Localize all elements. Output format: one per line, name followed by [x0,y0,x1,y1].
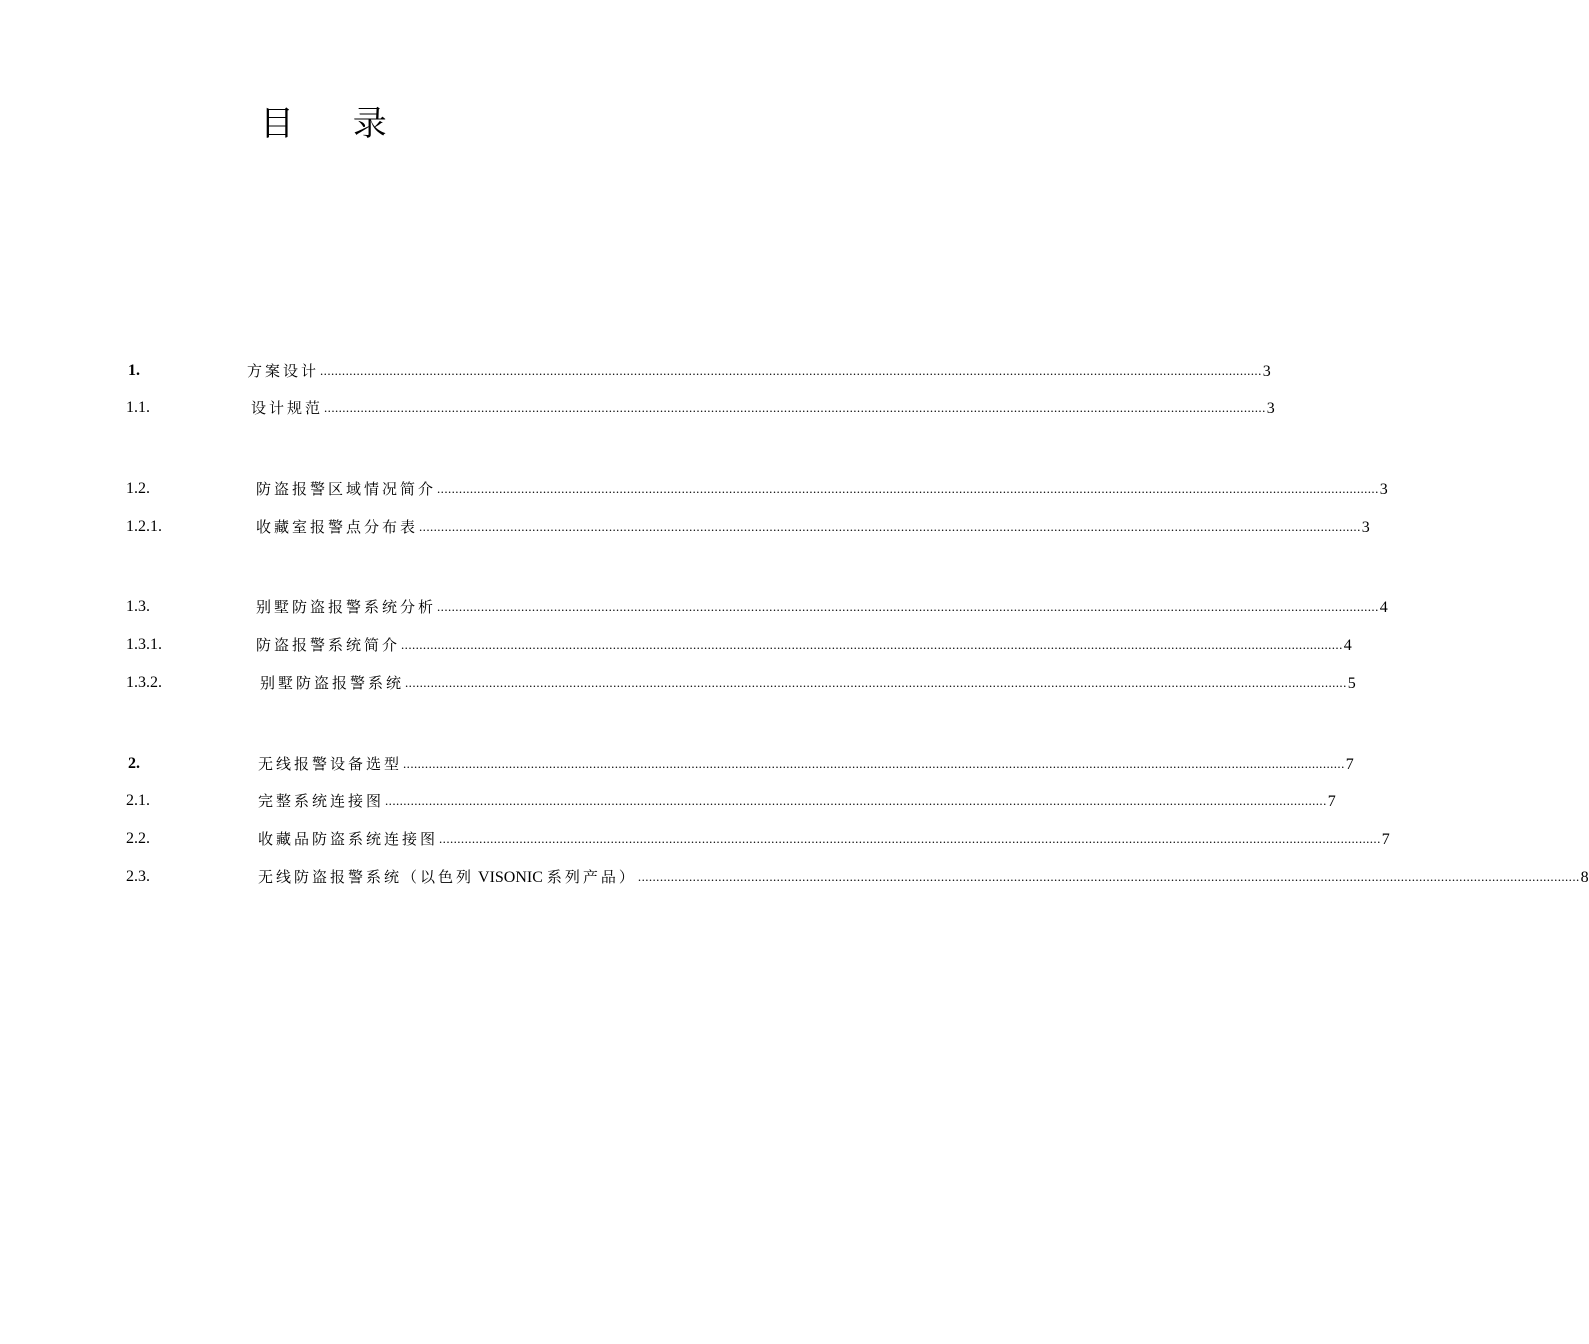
toc-page-number: 4 [1379,599,1388,616]
toc-leader: .................................................................................................................................................................................................................................................................. [437,481,1379,496]
toc-leader: .................................................................................................................................................................................................................................................................. [324,400,1266,415]
toc-number: 2. [128,755,140,772]
toc-title: 防盗报警系统简介 [256,636,401,654]
toc-number: 1. [128,362,140,379]
toc-leader: .................................................................................................................................................................................................................................................................. [403,756,1345,771]
toc-leader: .................................................................................................................................................................................................................................................................. [320,363,1262,378]
toc-page-number: 8 [1580,869,1589,886]
toc-leader: .................................................................................................................................................................................................................................................................. [405,675,1347,690]
toc-title: 完整系统连接图 [258,792,385,810]
toc-entry[interactable] [126,397,1275,419]
toc-number: 1.3.2. [126,674,162,691]
toc-number: 2.2. [126,830,150,847]
toc-page-number: 3 [1262,363,1271,380]
toc-leader: .................................................................................................................................................................................................................................................................. [637,869,1580,884]
toc-entry[interactable] [128,753,1354,775]
toc-leader: .................................................................................................................................................................................................................................................................. [385,793,1327,808]
toc-entry[interactable] [126,516,1370,538]
toc-title: 方案设计 [247,362,320,380]
toc-number: 1.2.1. [126,518,162,535]
toc-title: 防盗报警区域情况简介 [256,480,437,498]
toc-page-number: 4 [1343,637,1352,654]
toc-title-prefix: 无线防盗报警系统（以色列 [258,868,475,886]
toc-entry[interactable] [126,790,1336,812]
toc-page-number: 7 [1345,756,1354,773]
toc-page-number: 7 [1381,831,1390,848]
toc-leader: .................................................................................................................................................................................................................................................................. [419,519,1361,534]
toc-title: 收藏室报警点分布表 [256,518,419,536]
toc-number: 1.3. [126,598,150,615]
toc-title-suffix: 系列产品） [546,868,637,886]
toc-entry[interactable] [126,672,1356,694]
toc-title: 别墅防盗报警系统分析 [256,598,437,616]
toc-number: 1.3.1. [126,636,162,653]
toc-page-number: 5 [1347,675,1356,692]
toc-leader: .................................................................................................................................................................................................................................................................. [439,831,1381,846]
toc-title: 别墅防盗报警系统 [260,674,405,692]
page-title: 目 录 [260,104,411,144]
toc-title-latin: VISONIC [474,869,547,886]
toc-number: 1.1. [126,399,150,416]
toc-entry[interactable] [126,596,1388,618]
toc-title: 设计规范 [251,399,324,417]
toc-entry[interactable] [126,478,1388,500]
toc-page-number: 7 [1327,793,1336,810]
toc-page-number: 3 [1361,519,1370,536]
toc-entry[interactable] [128,360,1271,382]
toc-page-number: 3 [1266,400,1275,417]
toc-leader: .................................................................................................................................................................................................................................................................. [401,637,1343,652]
toc-title: 无线报警设备选型 [258,755,403,773]
toc-leader: .................................................................................................................................................................................................................................................................. [437,599,1379,614]
toc-entry[interactable] [126,828,1390,850]
toc-number: 2.1. [126,792,150,809]
toc-number: 2.3. [126,868,150,885]
toc-entry[interactable] [126,634,1352,656]
toc-title: 收藏品防盗系统连接图 [258,830,439,848]
toc-number: 1.2. [126,480,150,497]
toc-page-number: 3 [1379,481,1388,498]
toc-entry[interactable] [126,866,1589,888]
toc-title [258,866,637,889]
